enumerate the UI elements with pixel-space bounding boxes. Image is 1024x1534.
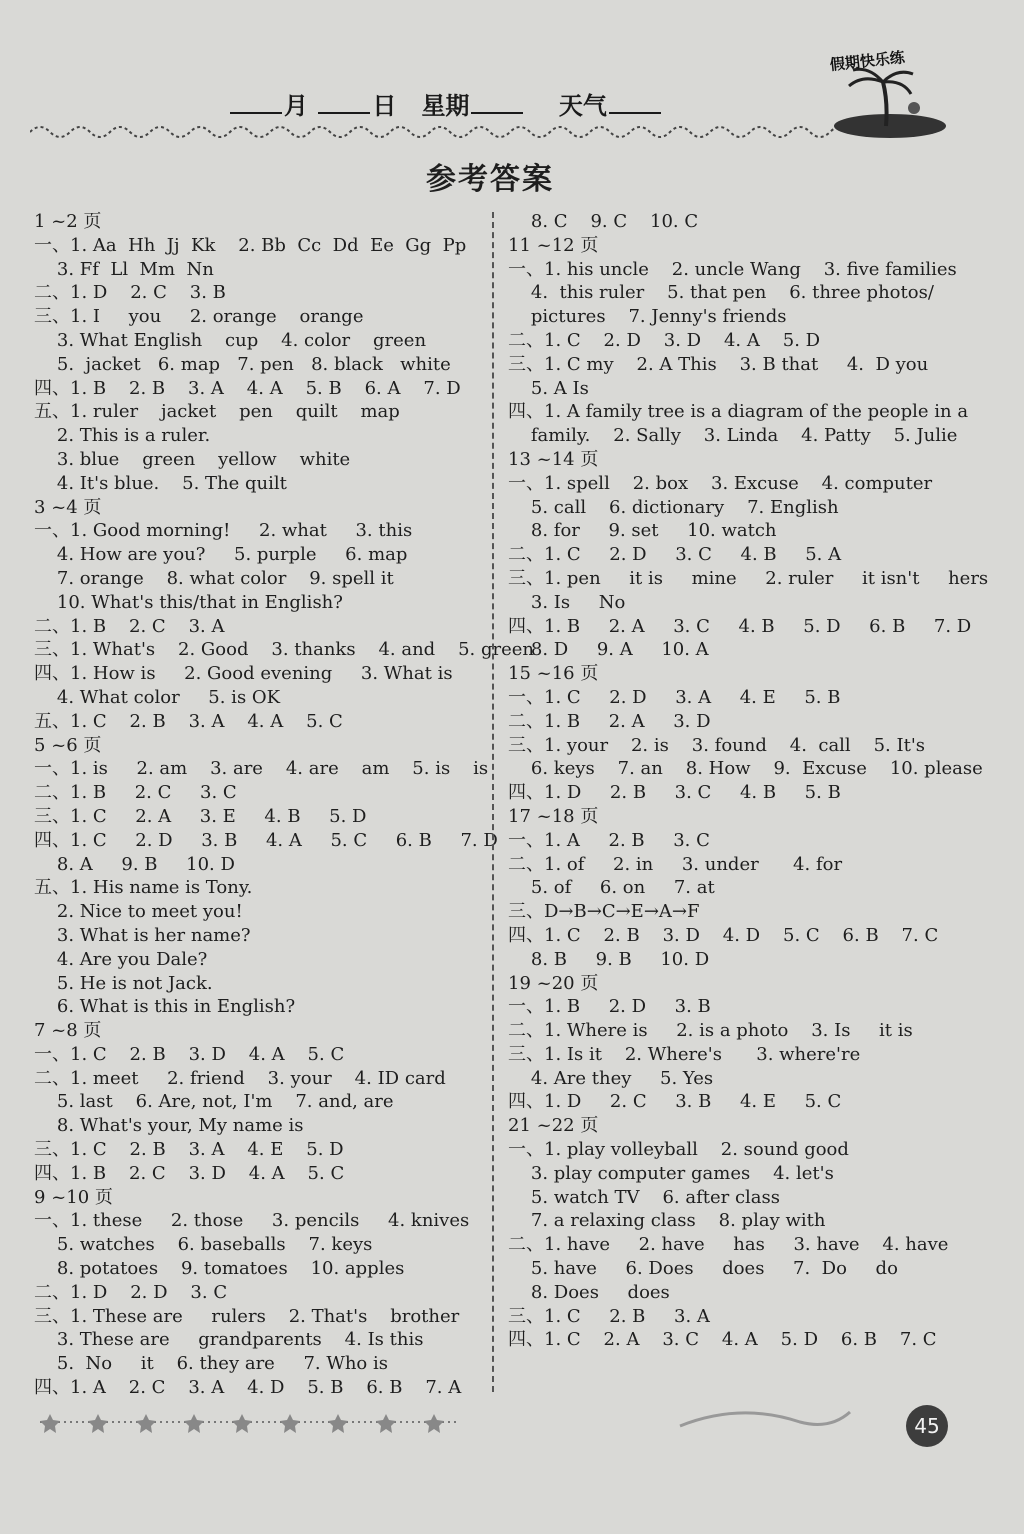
answer-line: 6. keys 7. an 8. How 9. Excuse 10. please xyxy=(508,758,983,780)
answer-line: 5. watch TV 6. after class xyxy=(508,1186,780,1208)
answer-line: 11 ~12 页 xyxy=(508,234,599,256)
page-number: 45 xyxy=(906,1405,948,1447)
answer-line: 一、1. is 2. am 3. are 4. are am 5. is is xyxy=(34,758,489,780)
answer-line: 四、1. A 2. C 3. A 4. D 5. B 6. B 7. A xyxy=(34,1377,462,1399)
star-footer xyxy=(40,1400,900,1440)
answer-line: 一、1. C 2. D 3. A 4. E 5. B xyxy=(508,686,841,708)
answer-line: 四、1. B 2. A 3. C 4. B 5. D 6. B 7. D xyxy=(508,615,972,637)
right-answer-column xyxy=(508,210,989,1352)
answer-line: 三、1. What's 2. Good 3. thanks 4. and 5. green xyxy=(34,639,535,661)
column-divider xyxy=(492,212,494,1392)
answer-line: 4. this ruler 5. that pen 6. three photos/ xyxy=(508,282,934,304)
answer-line: 4. How are you? 5. purple 6. map xyxy=(34,544,408,566)
wavy-divider xyxy=(30,120,850,144)
answer-line: 三、1. pen it is mine 2. ruler it isn't hers xyxy=(508,567,989,589)
answer-line: 一、1. these 2. those 3. pencils 4. knives xyxy=(34,1210,470,1232)
answer-line: 一、1. his uncle 2. uncle Wang 3. five families xyxy=(508,258,957,280)
answer-line: 3. Is No xyxy=(508,591,626,613)
answer-line: 6. What is this in English? xyxy=(34,996,296,1018)
answer-line: 一、1. Aa Hh Jj Kk 2. Bb Cc Dd Ee Gg Pp xyxy=(34,234,467,256)
answer-line: 3. Ff Ll Mm Nn xyxy=(34,258,214,280)
answer-line: 4. What color 5. is OK xyxy=(34,686,281,708)
answer-line: 二、1. D 2. D 3. C xyxy=(34,1281,228,1303)
answer-line: 五、1. ruler jacket pen quilt map xyxy=(34,401,400,423)
answer-line: 3 ~4 页 xyxy=(34,496,102,518)
answer-line: 二、1. B 2. C 3. C xyxy=(34,782,237,804)
answer-line: 17 ~18 页 xyxy=(508,805,599,827)
answer-line: 3. What English cup 4. color green xyxy=(34,329,427,351)
answer-line: 三、D→B→C→E→A→F xyxy=(508,901,700,923)
answer-line: 五、1. C 2. B 3. A 4. A 5. C xyxy=(34,710,343,732)
answer-line: 三、1. your 2. is 3. found 4. call 5. It's xyxy=(508,734,926,756)
weather-label: 天气 xyxy=(558,92,607,120)
answer-line: 二、1. meet 2. friend 3. your 4. ID card xyxy=(34,1067,446,1089)
answer-line: 5. call 6. dictionary 7. English xyxy=(508,496,839,518)
answer-line: 一、1. Good morning! 2. what 3. this xyxy=(34,520,413,542)
answer-line: 四、1. C 2. D 3. B 4. A 5. C 6. B 7. D xyxy=(34,829,498,851)
answer-line: 四、1. How is 2. Good evening 3. What is xyxy=(34,663,453,685)
answer-line: 5. No it 6. they are 7. Who is xyxy=(34,1353,388,1375)
month-label: 月 xyxy=(284,92,308,120)
answer-line: 8. B 9. B 10. D xyxy=(508,948,710,970)
answer-line: 一、1. A 2. B 3. C xyxy=(508,829,710,851)
answer-line: 二、1. C 2. D 3. C 4. B 5. A xyxy=(508,544,842,566)
answer-line: 四、1. D 2. B 3. C 4. B 5. B xyxy=(508,782,841,804)
answer-line: 2. This is a ruler. xyxy=(34,425,211,447)
answer-line: 8. What's your, My name is xyxy=(34,1115,304,1137)
date-weather-line xyxy=(228,86,663,121)
answer-line: 15 ~16 页 xyxy=(508,663,599,685)
answer-line: 一、1. B 2. D 3. B xyxy=(508,996,711,1018)
answer-line: 二、1. B 2. A 3. D xyxy=(508,710,711,732)
answer-line: 5. jacket 6. map 7. pen 8. black white xyxy=(34,353,451,375)
answer-line: 三、1. Is it 2. Where's 3. where're xyxy=(508,1043,861,1065)
answer-line: 4. Are you Dale? xyxy=(34,948,208,970)
answer-line: 五、1. His name is Tony. xyxy=(34,877,253,899)
answer-line: 3. What is her name? xyxy=(34,924,251,946)
answer-line: 5. of 6. on 7. at xyxy=(508,877,715,899)
answer-line: 三、1. These are rulers 2. That's brother xyxy=(34,1305,460,1327)
answer-line: 三、1. C 2. A 3. E 4. B 5. D xyxy=(34,805,367,827)
answer-line: 5. last 6. Are, not, I'm 7. and, are xyxy=(34,1091,394,1113)
answer-line: 13 ~14 页 xyxy=(508,448,599,470)
answer-line: 5 ~6 页 xyxy=(34,734,102,756)
answer-line: 2. Nice to meet you! xyxy=(34,901,243,923)
svg-text:假期快乐练: 假期快乐练 xyxy=(829,48,906,75)
answer-line: 三、1. C 2. B 3. A xyxy=(508,1305,710,1327)
answer-line: 四、1. C 2. A 3. C 4. A 5. D 6. B 7. C xyxy=(508,1329,937,1351)
answer-line: 7. a relaxing class 8. play with xyxy=(508,1210,826,1232)
answer-line: 3. These are grandparents 4. Is this xyxy=(34,1329,424,1351)
answer-line: 四、1. C 2. B 3. D 4. D 5. C 6. B 7. C xyxy=(508,924,939,946)
answer-line: 3. blue green yellow white xyxy=(34,448,351,470)
answer-line: 二、1. B 2. C 3. A xyxy=(34,615,225,637)
answer-line: 三、1. I you 2. orange orange xyxy=(34,306,364,328)
answer-line: 四、1. D 2. C 3. B 4. E 5. C xyxy=(508,1091,842,1113)
answer-line: 9 ~10 页 xyxy=(34,1186,113,1208)
left-answer-column xyxy=(34,210,535,1400)
answer-line: 7. orange 8. what color 9. spell it xyxy=(34,567,394,589)
answer-line: 二、1. Where is 2. is a photo 3. Is it is xyxy=(508,1020,913,1042)
answer-line: 5. A Is xyxy=(508,377,589,399)
answer-line: 10. What's this/that in English? xyxy=(34,591,343,613)
answer-line: 7 ~8 页 xyxy=(34,1020,102,1042)
answer-line: 三、1. C 2. B 3. A 4. E 5. D xyxy=(34,1139,344,1161)
answer-line: 8. potatoes 9. tomatoes 10. apples xyxy=(34,1258,405,1280)
answer-line: 8. D 9. A 10. A xyxy=(508,639,709,661)
answer-line: 4. Are they 5. Yes xyxy=(508,1067,714,1089)
answer-line: family. 2. Sally 3. Linda 4. Patty 5. Julie xyxy=(508,425,958,447)
logo-text xyxy=(829,48,906,74)
answer-line: 四、1. B 2. C 3. D 4. A 5. C xyxy=(34,1162,345,1184)
answer-line: 一、1. play volleyball 2. sound good xyxy=(508,1139,849,1161)
holiday-practice-logo xyxy=(828,42,958,142)
answer-line: 二、1. of 2. in 3. under 4. for xyxy=(508,853,843,875)
answer-line: pictures 7. Jenny's friends xyxy=(508,306,787,328)
answer-line: 21 ~22 页 xyxy=(508,1115,599,1137)
answer-line: 5. watches 6. baseballs 7. keys xyxy=(34,1234,373,1256)
day-label: 日 xyxy=(372,92,397,120)
answer-line: 5. have 6. Does does 7. Do do xyxy=(508,1258,898,1280)
weekday-label: 星期 xyxy=(421,92,470,120)
answer-line: 8. C 9. C 10. C xyxy=(508,211,699,232)
answer-line: 二、1. C 2. D 3. D 4. A 5. D xyxy=(508,329,821,351)
answer-line: 4. It's blue. 5. The quilt xyxy=(34,472,287,494)
answer-line: 三、1. C my 2. A This 3. B that 4. D you xyxy=(508,353,929,375)
answer-line: 3. play computer games 4. let's xyxy=(508,1162,834,1184)
answer-line: 8. A 9. B 10. D xyxy=(34,853,235,875)
answer-line: 19 ~20 页 xyxy=(508,972,599,994)
answer-line: 二、1. D 2. C 3. B xyxy=(34,282,226,304)
answer-line: 四、1. A family tree is a diagram of the people in a xyxy=(508,401,969,423)
answer-line: 一、1. spell 2. box 3. Excuse 4. computer xyxy=(508,472,933,494)
answer-line: 四、1. B 2. B 3. A 4. A 5. B 6. A 7. D xyxy=(34,377,461,399)
page-title: 参考答案 xyxy=(426,162,554,197)
answer-line: 1 ~2 页 xyxy=(34,211,102,232)
answer-line: 二、1. have 2. have has 3. have 4. have xyxy=(508,1234,949,1256)
answer-line: 8. for 9. set 10. watch xyxy=(508,520,777,542)
answer-line: 一、1. C 2. B 3. D 4. A 5. C xyxy=(34,1043,345,1065)
answer-line: 8. Does does xyxy=(508,1281,670,1303)
answer-line: 5. He is not Jack. xyxy=(34,972,213,994)
